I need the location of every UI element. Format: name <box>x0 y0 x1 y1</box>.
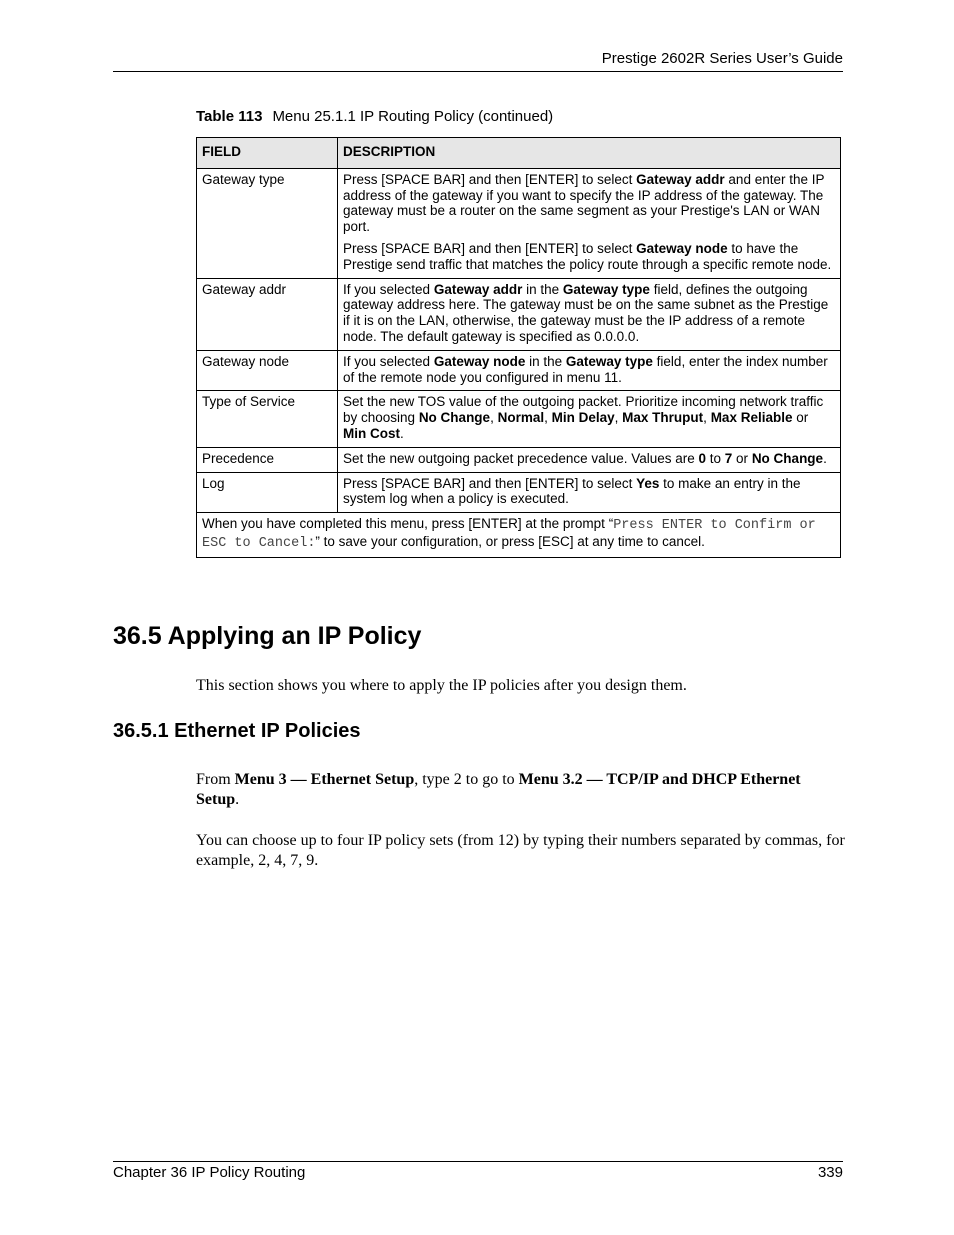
footer-chapter: Chapter 36 IP Policy Routing <box>113 1164 306 1181</box>
text: Set the new TOS value of the outgoing packet. Prioritize incoming network traffic by choosing <box>343 394 824 426</box>
text: If you selected <box>343 353 434 369</box>
bold-text: Gateway type <box>562 281 650 297</box>
field-cell: Gateway addr <box>197 278 338 350</box>
table-row <box>197 350 841 391</box>
subsection-heading: 36.5.1 Ethernet IP Policies <box>113 720 361 742</box>
description-cell <box>338 168 841 278</box>
bold-text: No Change <box>751 450 824 466</box>
bold-text: Menu 3.2 — TCP/IP and DHCP Ethernet Setup <box>196 771 801 808</box>
description-cell <box>338 278 841 350</box>
table-note-row <box>197 513 841 558</box>
table-header-row <box>197 138 841 169</box>
bold-text: 0 <box>698 450 707 466</box>
table-caption-label: Table 113 <box>196 108 263 125</box>
description-cell <box>338 472 841 513</box>
field-cell: Precedence <box>197 447 338 472</box>
text: or <box>792 410 809 426</box>
field-cell: Log <box>197 472 338 513</box>
text: . <box>823 450 827 466</box>
bold-text: Max Reliable <box>710 410 793 426</box>
text: field, enter the index number of the remote node you configured in menu 11. <box>343 353 828 385</box>
bold-text: Yes <box>636 475 660 491</box>
description-paragraph <box>343 241 835 273</box>
page-number: 339 <box>817 1164 843 1181</box>
bold-text: 7 <box>724 450 733 466</box>
text: , <box>614 410 623 426</box>
description-cell <box>338 350 841 391</box>
description-paragraph <box>343 172 835 235</box>
text: Set the new outgoing packet precedence value. Values are <box>343 450 699 466</box>
text: in the <box>525 353 566 369</box>
bold-text: Gateway addr <box>433 281 523 297</box>
text: Press [SPACE BAR] and then [ENTER] to select <box>343 240 637 256</box>
text: , <box>490 410 498 426</box>
text: Press [SPACE BAR] and then [ENTER] to select <box>343 475 637 491</box>
text: , type 2 to go to <box>414 771 519 788</box>
text: to make an entry in the system log when a policy is executed. <box>343 475 801 507</box>
description-cell <box>338 391 841 447</box>
text: ” to save your configuration, or press [ESC] at any time to cancel. <box>315 533 705 549</box>
text: . <box>235 791 240 808</box>
text: Press [SPACE BAR] and then [ENTER] to select <box>343 171 637 187</box>
text: to have the Prestige send traffic that matches the policy route through a specific remote node. <box>343 240 832 272</box>
subsection-paragraph-2: You can choose up to four IP policy sets (from 12) by typing their numbers separated by commas, for example, 2, 4, 7, 9. <box>196 832 845 869</box>
bold-text: Gateway node <box>636 240 728 256</box>
field-column-header: FIELD <box>197 138 338 169</box>
bold-text: Max Thruput <box>622 410 704 426</box>
text: , <box>544 410 552 426</box>
text: From <box>196 771 235 788</box>
field-cell: Gateway type <box>197 168 338 278</box>
bold-text: Min Delay <box>551 410 615 426</box>
table-row <box>197 391 841 447</box>
bold-text: No Change <box>418 410 491 426</box>
text: or <box>732 450 752 466</box>
table-caption-text: Menu 25.1.1 IP Routing Policy (continued) <box>272 108 554 125</box>
bold-text: Menu 3 — Ethernet Setup <box>234 771 415 788</box>
text: , <box>703 410 711 426</box>
description-column-header: DESCRIPTION <box>338 138 841 169</box>
table-row <box>197 278 841 350</box>
subsection-paragraph-1 <box>196 770 846 810</box>
bold-text: Gateway node <box>433 353 526 369</box>
table-caption <box>196 108 553 125</box>
section-heading: 36.5 Applying an IP Policy <box>113 622 422 650</box>
table-row <box>197 168 841 278</box>
field-cell: Gateway node <box>197 350 338 391</box>
text: field, defines the outgoing gateway address here. The gateway must be on the same subnet as the Prestige if it is on the LAN, otherwise, the gateway must be the IP address of a remote node. The default gateway is specified as 0.0.0.0. <box>343 281 829 344</box>
text: in the <box>522 281 563 297</box>
ip-routing-policy-table <box>196 137 841 558</box>
text: . <box>400 425 404 441</box>
prompt-text: Press ENTER to Confirm or ESC to Cancel: <box>202 518 816 551</box>
field-cell: Type of Service <box>197 391 338 447</box>
description-cell <box>338 447 841 472</box>
text: When you have completed this menu, press [ENTER] at the prompt “ <box>202 516 614 532</box>
bold-text: Gateway type <box>565 353 653 369</box>
section-intro: This section shows you where to apply the IP policies after you design them. <box>196 677 687 694</box>
table-note-cell <box>197 513 841 558</box>
text: to <box>706 450 725 466</box>
table-row <box>197 472 841 513</box>
running-footer <box>113 1161 843 1181</box>
bold-text: Gateway addr <box>636 171 725 187</box>
running-header: Prestige 2602R Series User’s Guide <box>113 50 843 72</box>
bold-text: Min Cost <box>343 425 400 441</box>
table-row <box>197 447 841 472</box>
bold-text: Normal <box>497 410 545 426</box>
text: and enter the IP address of the gateway if you want to specify the IP address of the gateway. The gateway must be a router on the same segment as your Prestige's LAN or WAN port. <box>343 171 825 235</box>
text: If you selected <box>343 281 434 297</box>
